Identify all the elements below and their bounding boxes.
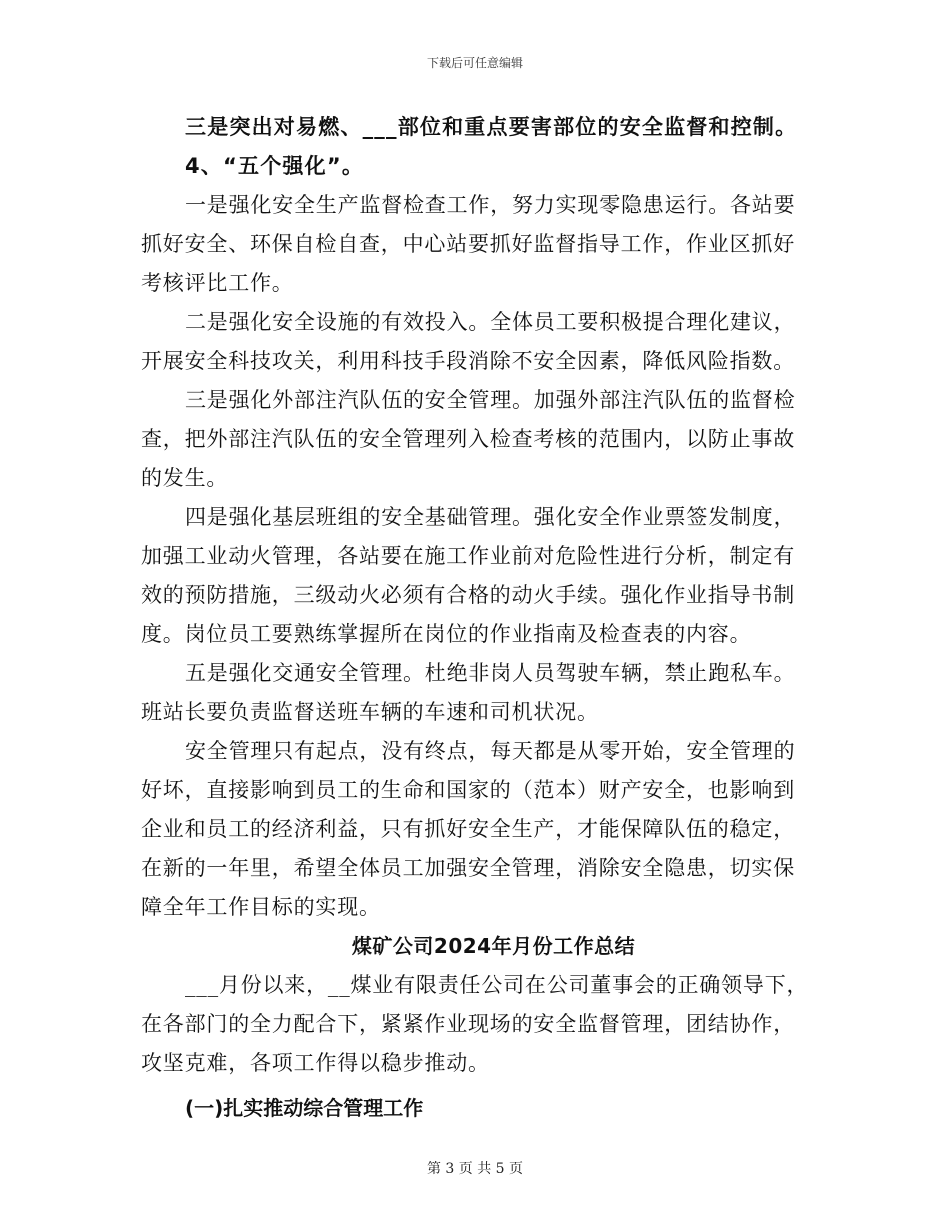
paragraph-line: 障全年工作目标的实现。 [141, 895, 381, 919]
paragraph-5 [141, 654, 806, 732]
paragraph-6 [141, 732, 806, 927]
document-title: 煤矿公司2024年月份工作总结 [351, 934, 636, 958]
paragraph-line: 四是强化基层班组的安全基础管理。强化安全作业票签发制度， [185, 505, 796, 529]
paragraph-line: 在各部门的全力配合下，紧紧作业现场的安全监督管理，团结协作， [141, 1012, 795, 1036]
paragraph-line: 加强工业动火管理，各站要在施工作业前对危险性进行分析，制定有 [141, 544, 795, 568]
paragraph-line: 企业和员工的经济利益，只有抓好安全生产，才能保障队伍的稳定， [141, 817, 795, 841]
paragraph-line: 在新的一年里，希望全体员工加强安全管理，消除安全隐患，切实保 [141, 856, 795, 880]
paragraph-2 [141, 303, 806, 381]
paragraph-line: 三是强化外部注汽队伍的安全管理。加强外部注汽队伍的监督检 [185, 388, 796, 412]
paragraph-7 [141, 966, 809, 1083]
subsection-heading: (一)扎实推动综合管理工作 [185, 1096, 424, 1120]
paragraph-line: 五是强化交通安全管理。杜绝非岗人员驾驶车辆，禁止跑私车。 [185, 661, 796, 685]
section4-heading: 4、“五个强化”。 [185, 154, 365, 178]
page-footer: 第 3 页 共 5 页 [426, 1161, 524, 1177]
paragraph-line: 好坏，直接影响到员工的生命和国家的（范本）财产安全，也影响到 [141, 778, 795, 802]
paragraph-line: 考核评比工作。 [141, 271, 294, 295]
paragraph-line: 安全管理只有起点，没有终点，每天都是从零开始，安全管理的 [185, 739, 796, 763]
paragraph-line: 攻坚克难，各项工作得以稳步推动。 [141, 1051, 490, 1075]
paragraph-1 [141, 186, 806, 303]
document-body [141, 108, 809, 1128]
paragraph-3 [141, 381, 806, 498]
paragraph-4 [141, 498, 806, 654]
paragraph-line: ___月份以来，__煤业有限责任公司在公司董事会的正确领导下， [185, 973, 809, 997]
paragraph-line: 二是强化安全设施的有效投入。全体员工要积极提合理化建议， [185, 310, 796, 334]
paragraph-line: 效的预防措施，三级动火必须有合格的动火手续。强化作业指导书制 [141, 583, 795, 607]
paragraph-line: 班站长要负责监督送班车辆的车速和司机状况。 [141, 700, 599, 724]
header-note: 下载后可任意编辑 [426, 56, 523, 70]
item3-point3: 三是突出对易燃、___部位和重点要害部位的安全监督和控制。 [185, 115, 798, 139]
paragraph-line: 查，把外部注汽队伍的安全管理列入检查考核的范围内，以防止事故 [141, 427, 795, 451]
paragraph-line: 抓好安全、环保自检自查，中心站要抓好监督指导工作，作业区抓好 [141, 232, 795, 256]
paragraph-line: 开展安全科技攻关，利用科技手段消除不安全因素，降低风险指数。 [141, 349, 795, 373]
paragraph-line: 度。岗位员工要熟练掌握所在岗位的作业指南及检查表的内容。 [141, 622, 752, 646]
paragraph-line: 一是强化安全生产监督检查工作，努力实现零隐患运行。各站要 [185, 193, 796, 217]
paragraph-line: 的发生。 [141, 466, 229, 490]
